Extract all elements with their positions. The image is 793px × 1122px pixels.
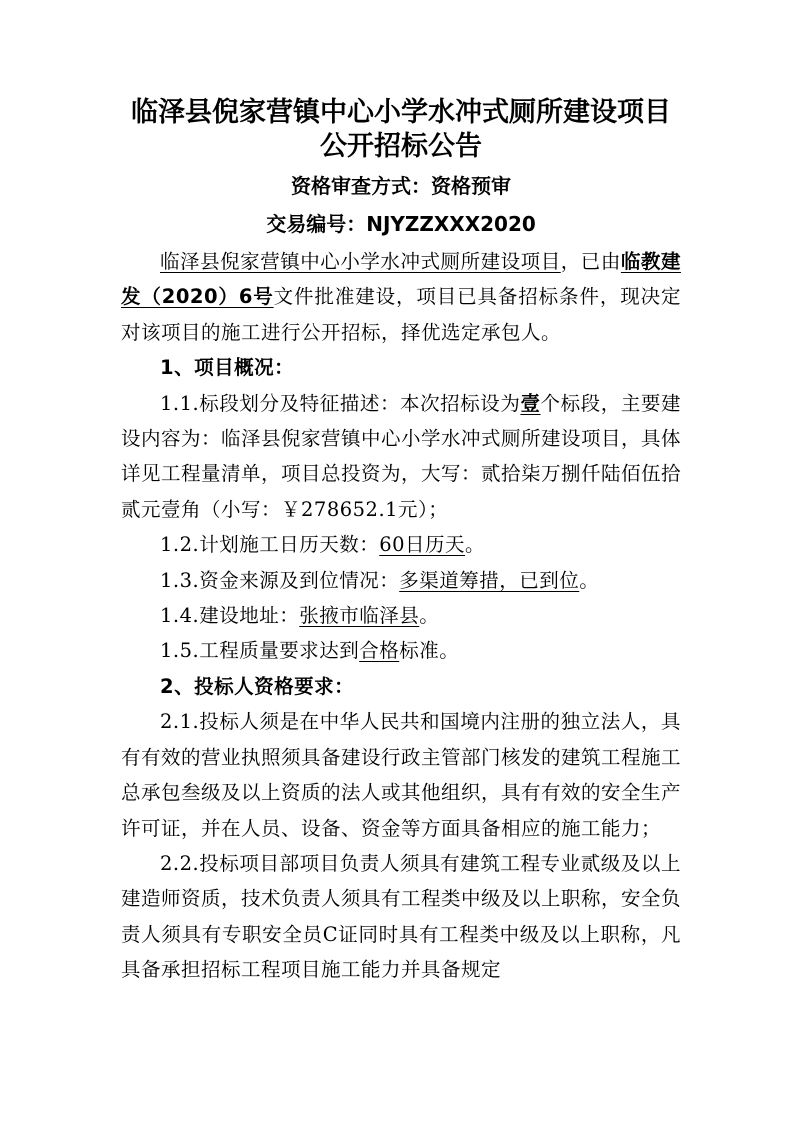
p1-2-end: 。: [465, 533, 486, 557]
project-name: 临泽县倪家营镇中心小学水冲式厕所建设项目: [160, 250, 561, 273]
p1-1-text-b: 个标段，主要建设内容为：临泽县倪家营镇中心小学水冲式厕所建设项目，具体详见工程量清单，项目总投资为，大写：贰拾柒万捌仟陆佰伍拾贰元壹角（小写：￥278652.1元）；: [121, 391, 682, 521]
p1-4-end: 。: [419, 604, 440, 628]
p1-4-value: 张掖市临泽县: [299, 604, 420, 628]
p1-4-label: 1.4.建设地址：: [160, 604, 300, 628]
paragraph-1-3: [121, 563, 681, 598]
approval-document: 临教建发（2020）6号: [121, 250, 681, 309]
p1-1-text-a: 1.1.标段划分及特征描述：本次招标设为: [160, 391, 521, 415]
p1-5-value: 合格: [359, 639, 400, 663]
paragraph-2-2: 2.2.投标项目部项目负责人须具有建筑工程专业贰级及以上建造师资质，技术负责人须具有工程类中级及以上职称，安全负责人须具有专职安全员C证同时具有工程类中级及以上职称，凡具备承担招标工程项目施工能力并具备规定: [121, 851, 682, 982]
intro-text-2: 文件批准建设，项目已具备招标条件，现决定对该项目的施工进行公开招标，择优选定承包人。: [121, 285, 681, 344]
section2-heading: 2、投标人资格要求：: [160, 674, 355, 698]
review-method: 资格审查方式：资格预审: [291, 174, 511, 198]
p1-2-label: 1.2.计划施工日历天数：: [160, 533, 380, 557]
paragraph-1-2: [121, 527, 681, 562]
p1-3-label: 1.3.资金来源及到位情况：: [160, 568, 400, 592]
trade-number: 交易编号：NJYZZXXX2020: [266, 212, 536, 236]
p1-2-value: 60日历天: [379, 533, 466, 557]
paragraph-2-1: 2.1.投标人须是在中华人民共和国境内注册的独立法人，具有有效的营业执照须具备建设行政主管部门核发的建筑工程施工总承包叁级及以上资质的法人或其他组织，具有有效的安全生产许可证，并在人员、设备、资金等方面具备相应的施工能力；: [121, 710, 682, 840]
intro-paragraph: [121, 244, 681, 350]
intro-text-1: ，已由: [560, 250, 621, 273]
document-title-line2: 公开招标公告: [320, 131, 482, 162]
p1-5-end: 标准。: [399, 639, 460, 663]
paragraph-1-1: [121, 386, 681, 528]
p1-3-value: 多渠道筹措，已到位: [399, 568, 580, 592]
section1-heading: 1、项目概况：: [160, 356, 295, 380]
section-count: 壹: [520, 391, 541, 415]
p1-3-end: 。: [579, 568, 600, 592]
paragraph-1-4: [121, 598, 681, 633]
document-title-line1: 临泽县倪家营镇中心小学水冲式厕所建设项目: [131, 97, 671, 128]
paragraph-1-5: [121, 633, 681, 668]
p1-5-label: 1.5.工程质量要求达到: [160, 639, 360, 663]
